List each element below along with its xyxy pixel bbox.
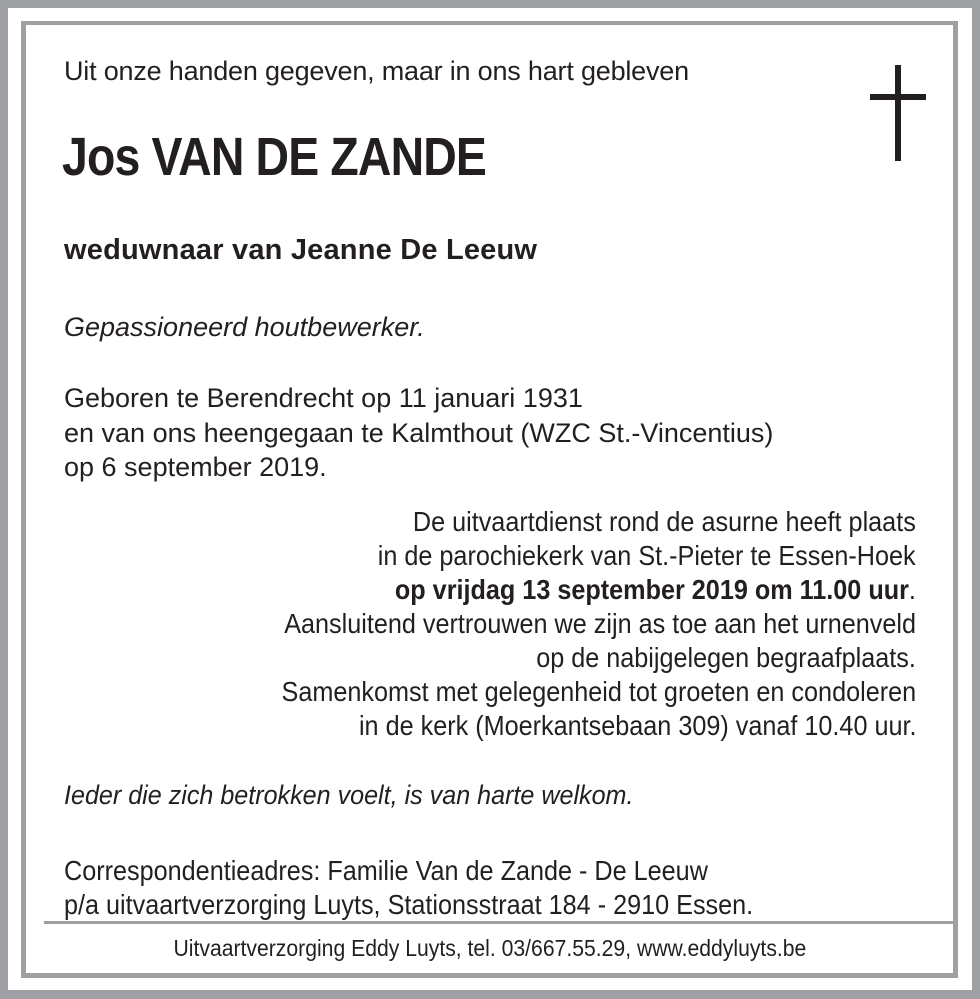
bio — [64, 381, 773, 485]
address-line-2: p/a uitvaartverzorging Luyts, Stationsstraat 184 - 2910 Essen. — [64, 889, 754, 920]
outer-frame — [8, 8, 972, 990]
service-line-4: Aansluitend vertrouwen we zijn as toe aan het urnenveld — [284, 608, 916, 639]
bio-date: op 6 september 2019. — [64, 452, 327, 482]
welcome-message: Ieder die zich betrokken voelt, is van harte welkom. — [64, 780, 634, 810]
profession: Gepassioneerd houtbewerker. — [64, 312, 425, 342]
cross-icon — [870, 65, 926, 161]
deceased-name: Jos VAN DE ZANDE — [62, 127, 487, 187]
funeral-home-info: Uitvaartverzorging Eddy Luyts, tel. 03/667.55.29, www.eddyluyts.be — [173, 935, 806, 961]
motto: Uit onze handen gegeven, maar in ons hart gebleven — [64, 56, 689, 86]
divider — [44, 921, 953, 924]
service-line-7: in de kerk (Moerkantsebaan 309) vanaf 10.40 uur. — [358, 710, 916, 741]
service-date: op vrijdag 13 september 2019 om 11.00 uur — [394, 574, 909, 605]
relation: weduwnaar van Jeanne De Leeuw — [64, 234, 538, 266]
bio-death: en van ons heengegaan te Kalmthout (WZC St.-Vincentius) — [64, 417, 774, 448]
service-details — [211, 505, 916, 743]
service-line-2: in de parochiekerk van St.-Pieter te Essen-Hoek — [378, 540, 916, 571]
service-line-5: op de nabijgelegen begraafplaats. — [536, 642, 916, 673]
address-line-1: Correspondentieadres: Familie Van de Zande - De Leeuw — [64, 855, 708, 886]
obituary-card — [21, 21, 958, 978]
service-line-1: De uitvaartdienst rond de asurne heeft plaats — [413, 506, 916, 537]
service-line-6: Samenkomst met gelegenheid tot groeten en condoleren — [281, 676, 916, 707]
service-date-suffix: . — [908, 574, 916, 605]
correspondence-address — [64, 854, 753, 922]
bio-birth: Geboren te Berendrecht op 11 januari 1931 — [64, 383, 583, 413]
footer — [26, 935, 953, 962]
